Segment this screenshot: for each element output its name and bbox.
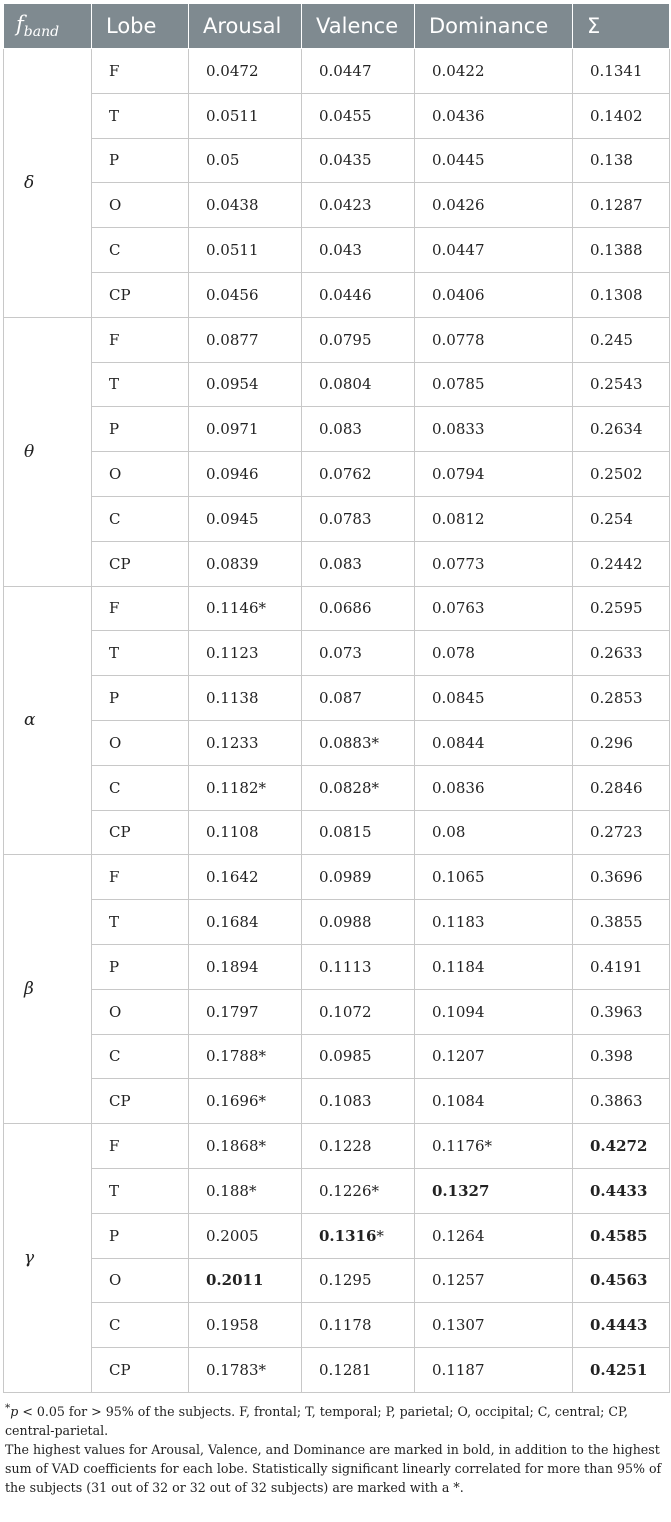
sum-cell: 0.2442 [573, 541, 670, 586]
valence-cell: 0.0804 [302, 362, 415, 407]
dominance-cell: 0.0812 [415, 496, 573, 541]
arousal-cell: 0.0839 [189, 541, 302, 586]
arousal-cell: 0.2005 [189, 1213, 302, 1258]
lobe-cell: F [92, 586, 189, 631]
dominance-cell: 0.1065 [415, 855, 573, 900]
sum-cell: 0.1287 [573, 183, 670, 228]
table-row [4, 586, 670, 631]
table-row [4, 1348, 670, 1393]
sum-cell: 0.245 [573, 317, 670, 362]
lobe-cell: C [92, 228, 189, 273]
arousal-cell: 0.1783* [189, 1348, 302, 1393]
valence-cell: 0.1228 [302, 1124, 415, 1169]
arousal-cell: 0.0945 [189, 496, 302, 541]
table-figure [3, 3, 669, 1497]
table-row [4, 1124, 670, 1169]
lobe-cell: CP [92, 810, 189, 855]
footnote-significance [5, 1399, 669, 1440]
table-row [4, 138, 670, 183]
dominance-cell: 0.1176* [415, 1124, 573, 1169]
lobe-cell: F [92, 49, 189, 94]
lobe-cell: P [92, 138, 189, 183]
table-row [4, 1034, 670, 1079]
table-row [4, 900, 670, 945]
table-row [4, 676, 670, 721]
dominance-cell: 0.1307 [415, 1303, 573, 1348]
dominance-cell: 0.0436 [415, 93, 573, 138]
lobe-cell: O [92, 989, 189, 1034]
valence-cell: 0.043 [302, 228, 415, 273]
header-valence: Valence [302, 4, 415, 49]
dominance-cell: 0.078 [415, 631, 573, 676]
dominance-cell: 0.0773 [415, 541, 573, 586]
sum-cell: 0.1308 [573, 272, 670, 317]
dominance-cell: 0.0763 [415, 586, 573, 631]
vad-coefficients-table [3, 3, 670, 1393]
footnote-abbreviations: < 0.05 for > 95% of the subjects. F, frontal; T, temporal; P, parietal; O, occipital; C, central; CP, central-parietal. [5, 1404, 628, 1439]
table-row [4, 631, 670, 676]
sum-cell: 0.2543 [573, 362, 670, 407]
table-row [4, 317, 670, 362]
dominance-cell: 0.0406 [415, 272, 573, 317]
valence-cell [302, 1213, 415, 1258]
lobe-cell: CP [92, 1079, 189, 1124]
sum-cell: 0.398 [573, 1034, 670, 1079]
valence-cell: 0.1178 [302, 1303, 415, 1348]
valence-cell: 0.1072 [302, 989, 415, 1034]
table-row [4, 1213, 670, 1258]
band-cell: δ [4, 49, 92, 318]
footnote-p-variable: p [10, 1404, 19, 1420]
table-row [4, 93, 670, 138]
dominance-cell: 0.1207 [415, 1034, 573, 1079]
table-row [4, 944, 670, 989]
dominance-cell: 0.0445 [415, 138, 573, 183]
sum-cell: 0.4191 [573, 944, 670, 989]
valence-cell: 0.073 [302, 631, 415, 676]
valence-cell: 0.0686 [302, 586, 415, 631]
dominance-cell: 0.0785 [415, 362, 573, 407]
lobe-cell: F [92, 855, 189, 900]
arousal-cell: 0.0971 [189, 407, 302, 452]
lobe-cell: P [92, 1213, 189, 1258]
arousal-cell: 0.0511 [189, 93, 302, 138]
lobe-cell: T [92, 631, 189, 676]
table-row [4, 362, 670, 407]
table-header-row [4, 4, 670, 49]
valence-cell: 0.083 [302, 541, 415, 586]
table-row [4, 810, 670, 855]
sum-cell: 0.1402 [573, 93, 670, 138]
sum-cell: 0.2723 [573, 810, 670, 855]
header-dominance: Dominance [415, 4, 573, 49]
sum-cell: 0.1388 [573, 228, 670, 273]
valence-bold-value: 0.1316 [319, 1226, 377, 1245]
dominance-cell: 0.1264 [415, 1213, 573, 1258]
dominance-cell: 0.1183 [415, 900, 573, 945]
lobe-cell: O [92, 1258, 189, 1303]
dominance-cell: 0.0833 [415, 407, 573, 452]
lobe-cell: T [92, 1168, 189, 1213]
lobe-cell: CP [92, 1348, 189, 1393]
sum-cell: 0.2853 [573, 676, 670, 721]
lobe-cell: P [92, 676, 189, 721]
table-row [4, 272, 670, 317]
valence-cell: 0.083 [302, 407, 415, 452]
valence-cell: 0.087 [302, 676, 415, 721]
header-arousal: Arousal [189, 4, 302, 49]
lobe-cell: C [92, 1303, 189, 1348]
sum-cell: 0.3963 [573, 989, 670, 1034]
dominance-cell: 0.1327 [415, 1168, 573, 1213]
lobe-cell: P [92, 407, 189, 452]
sum-cell: 0.4251 [573, 1348, 670, 1393]
lobe-cell: C [92, 496, 189, 541]
arousal-cell: 0.1868* [189, 1124, 302, 1169]
band-cell: γ [4, 1124, 92, 1393]
table-row [4, 541, 670, 586]
valence-cell: 0.1295 [302, 1258, 415, 1303]
valence-cell: 0.0783 [302, 496, 415, 541]
lobe-cell: T [92, 93, 189, 138]
band-cell: θ [4, 317, 92, 586]
header-fband: $f_{band}$ [4, 4, 92, 49]
arousal-cell: 0.1696* [189, 1079, 302, 1124]
sum-cell: 0.3696 [573, 855, 670, 900]
band-cell: β [4, 855, 92, 1124]
valence-cell: 0.0883* [302, 720, 415, 765]
valence-cell: 0.0795 [302, 317, 415, 362]
footnote-star: * [5, 1401, 11, 1414]
lobe-cell: F [92, 317, 189, 362]
dominance-cell: 0.0778 [415, 317, 573, 362]
significance-star: * [376, 1226, 384, 1245]
dominance-cell: 0.1184 [415, 944, 573, 989]
sum-cell: 0.2846 [573, 765, 670, 810]
sum-cell: 0.4563 [573, 1258, 670, 1303]
valence-cell: 0.0455 [302, 93, 415, 138]
arousal-cell: 0.0946 [189, 452, 302, 497]
arousal-cell: 0.1108 [189, 810, 302, 855]
footnote-explanation: The highest values for Arousal, Valence, and Dominance are marked in bold, in addition to the highest sum of VAD coefficients for each lobe. Statistically significant linearly correlated for more than 95% of the subjects (31 out of 32 or 32 out of 32 subjects) are marked with a *. [5, 1442, 662, 1496]
valence-cell: 0.1083 [302, 1079, 415, 1124]
table-row [4, 452, 670, 497]
table-row [4, 1303, 670, 1348]
arousal-cell: 0.0438 [189, 183, 302, 228]
valence-cell: 0.0447 [302, 49, 415, 94]
sum-cell: 0.4272 [573, 1124, 670, 1169]
arousal-cell: 0.05 [189, 138, 302, 183]
arousal-cell: 0.0472 [189, 49, 302, 94]
dominance-cell: 0.1257 [415, 1258, 573, 1303]
arousal-cell: 0.1123 [189, 631, 302, 676]
valence-cell: 0.0828* [302, 765, 415, 810]
table-row [4, 855, 670, 900]
sum-cell: 0.2633 [573, 631, 670, 676]
valence-cell: 0.1281 [302, 1348, 415, 1393]
lobe-cell: O [92, 452, 189, 497]
table-row [4, 228, 670, 273]
sum-cell: 0.2502 [573, 452, 670, 497]
sum-cell: 0.296 [573, 720, 670, 765]
header-sum: Σ [573, 4, 670, 49]
sum-cell: 0.3863 [573, 1079, 670, 1124]
dominance-cell: 0.1084 [415, 1079, 573, 1124]
table-row [4, 720, 670, 765]
dominance-cell: 0.0845 [415, 676, 573, 721]
lobe-cell: T [92, 900, 189, 945]
arousal-cell: 0.0954 [189, 362, 302, 407]
table-row [4, 49, 670, 94]
dominance-cell: 0.1094 [415, 989, 573, 1034]
dominance-cell: 0.0422 [415, 49, 573, 94]
arousal-cell: 0.0456 [189, 272, 302, 317]
sum-cell: 0.4443 [573, 1303, 670, 1348]
valence-cell: 0.0423 [302, 183, 415, 228]
lobe-cell: C [92, 765, 189, 810]
sum-cell: 0.3855 [573, 900, 670, 945]
sum-cell: 0.4585 [573, 1213, 670, 1258]
arousal-cell: 0.1233 [189, 720, 302, 765]
table-row [4, 183, 670, 228]
table-row [4, 765, 670, 810]
arousal-cell: 0.1797 [189, 989, 302, 1034]
lobe-cell: T [92, 362, 189, 407]
valence-cell: 0.0815 [302, 810, 415, 855]
dominance-cell: 0.0794 [415, 452, 573, 497]
arousal-cell: 0.0511 [189, 228, 302, 273]
table-row [4, 1079, 670, 1124]
arousal-cell: 0.1788* [189, 1034, 302, 1079]
valence-cell: 0.1113 [302, 944, 415, 989]
table-row [4, 1258, 670, 1303]
lobe-cell: O [92, 720, 189, 765]
arousal-cell: 0.1684 [189, 900, 302, 945]
table-row [4, 407, 670, 452]
valence-cell: 0.0985 [302, 1034, 415, 1079]
dominance-cell: 0.08 [415, 810, 573, 855]
arousal-cell: 0.1958 [189, 1303, 302, 1348]
arousal-cell: 0.1894 [189, 944, 302, 989]
table-footnotes [3, 1393, 669, 1497]
dominance-cell: 0.0844 [415, 720, 573, 765]
valence-cell: 0.1226* [302, 1168, 415, 1213]
band-cell: α [4, 586, 92, 855]
valence-cell: 0.0989 [302, 855, 415, 900]
dominance-cell: 0.0447 [415, 228, 573, 273]
lobe-cell: P [92, 944, 189, 989]
sum-cell: 0.1341 [573, 49, 670, 94]
sum-cell: 0.254 [573, 496, 670, 541]
valence-cell: 0.0435 [302, 138, 415, 183]
sum-cell: 0.2595 [573, 586, 670, 631]
arousal-cell: 0.2011 [189, 1258, 302, 1303]
arousal-cell: 0.1138 [189, 676, 302, 721]
table-row [4, 989, 670, 1034]
lobe-cell: CP [92, 272, 189, 317]
arousal-cell: 0.0877 [189, 317, 302, 362]
arousal-cell: 0.1642 [189, 855, 302, 900]
valence-cell: 0.0446 [302, 272, 415, 317]
dominance-cell: 0.0836 [415, 765, 573, 810]
sum-cell: 0.4433 [573, 1168, 670, 1213]
table-row [4, 496, 670, 541]
arousal-cell: 0.188* [189, 1168, 302, 1213]
dominance-cell: 0.1187 [415, 1348, 573, 1393]
table-row [4, 1168, 670, 1213]
arousal-cell: 0.1182* [189, 765, 302, 810]
lobe-cell: C [92, 1034, 189, 1079]
arousal-cell: 0.1146* [189, 586, 302, 631]
sum-cell: 0.2634 [573, 407, 670, 452]
sum-cell: 0.138 [573, 138, 670, 183]
lobe-cell: CP [92, 541, 189, 586]
valence-cell: 0.0762 [302, 452, 415, 497]
header-lobe: Lobe [92, 4, 189, 49]
valence-cell: 0.0988 [302, 900, 415, 945]
lobe-cell: O [92, 183, 189, 228]
lobe-cell: F [92, 1124, 189, 1169]
dominance-cell: 0.0426 [415, 183, 573, 228]
